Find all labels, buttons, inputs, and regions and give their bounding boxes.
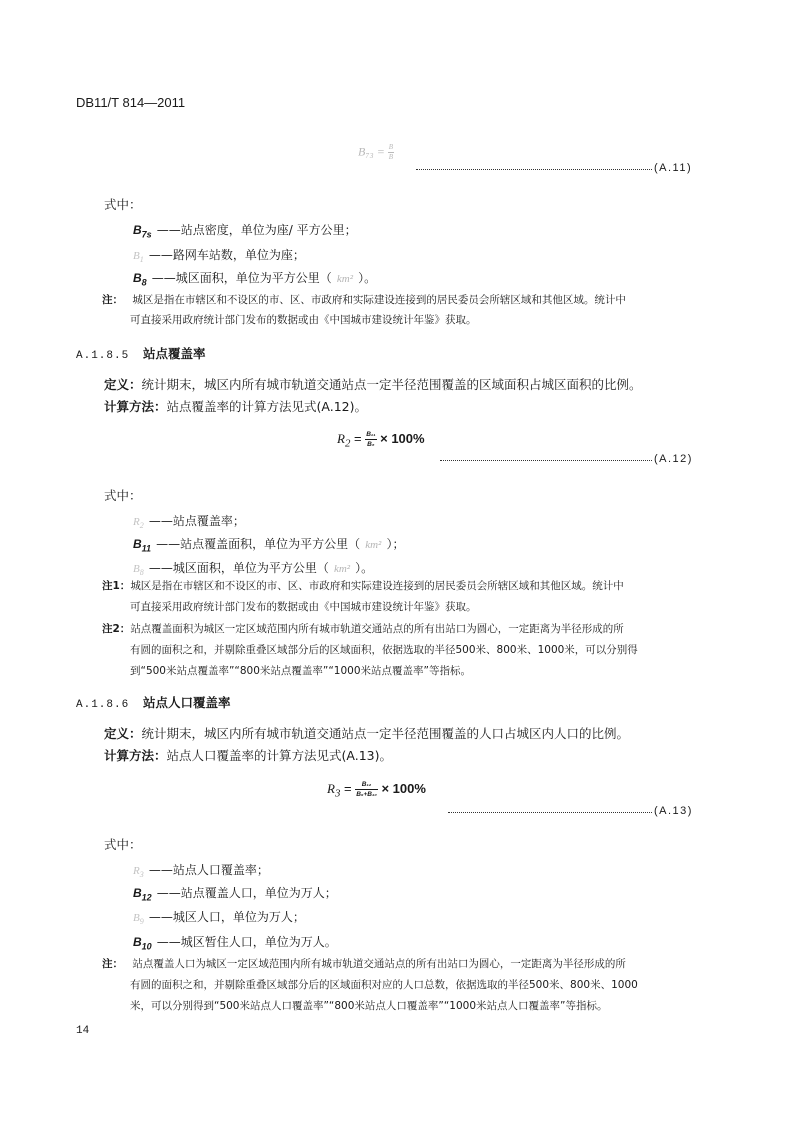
def-symbol: $R_2$ — [133, 516, 144, 531]
definition-text: 统计期末，城区内所有城市轨道交通站点一定半径范围覆盖的区域面积占城区面积的比例。 — [141, 377, 642, 392]
definition-text: 统计期末，城区内所有城市轨道交通站点一定半径范围覆盖的人口占城区内人口的比例。 — [141, 726, 630, 741]
note-label: 注： — [102, 294, 123, 306]
formula-a13-fraction — [355, 780, 378, 799]
def-text: ——城区面积，单位为平方公里（ — [151, 271, 332, 285]
definition-label: 定义： — [104, 377, 142, 392]
section-heading-185 — [76, 344, 206, 362]
formula-a11-eq: = — [376, 144, 385, 159]
document-header: DB11/T 814—2011 — [76, 95, 186, 110]
note-line: 城区是指在市辖区和不设区的市、区、市政府和实际建设连接到的居民委员会所辖区域和其他区域。统计中 — [130, 580, 624, 592]
def-row-b8-2 — [133, 557, 373, 577]
note-line: 站点覆盖面积为城区一定区域范围内所有城市轨道交通站点的所有出站口为圆心，一定距离为半径形成的所 — [130, 623, 624, 635]
formula-a12-leader — [440, 460, 652, 461]
section-title: 站点人口覆盖率 — [143, 695, 231, 710]
formula-a11-lhs: B₇₃ — [358, 144, 374, 159]
def-row-b8 — [133, 267, 376, 287]
method-text: 站点人口覆盖率的计算方法见式(A.13)。 — [166, 748, 392, 763]
formula-a11-leader — [416, 169, 652, 170]
def-text: ——站点覆盖面积，单位为平方公里（ — [156, 537, 361, 551]
def-text: ——站点覆盖率； — [148, 514, 245, 528]
def-text: ——路网车站数，单位为座； — [148, 248, 305, 262]
def-symbol: $B_{12}$ — [133, 886, 152, 903]
def-tail: ）。 — [358, 271, 377, 285]
formula-a12-fraction — [365, 430, 376, 449]
where-label-a12: 式中： — [104, 488, 142, 503]
note-a11-line2: 可直接采用政府统计部门发布的数据或由《中国城市建设统计年鉴》获取。 — [130, 314, 477, 326]
formula-a13-times: × 100% — [381, 780, 426, 796]
note2-185-line2: 有圆的面积之和，并剔除重叠区域部分后的区域面积，依据选取的半径500米、800米、1000米，可以分别得 — [130, 644, 638, 656]
def-row-b10 — [133, 931, 337, 951]
method-label: 计算方法： — [104, 748, 167, 763]
def-symbol: $B_8$ — [133, 271, 147, 288]
definition-185 — [104, 375, 642, 393]
formula-a11-number: (A.11) — [654, 162, 693, 174]
section-number: A.1.8.6 — [76, 699, 130, 711]
def-symbol: $R_3$ — [133, 865, 144, 880]
note-line: 城区是指在市辖区和不设区的市、区、市政府和实际建设连接到的居民委员会所辖区域和其他区域。统计中 — [132, 294, 626, 306]
formula-a11 — [358, 143, 394, 162]
def-text: ——站点人口覆盖率； — [148, 863, 269, 877]
section-title: 站点覆盖率 — [143, 346, 206, 361]
method-label: 计算方法： — [104, 399, 167, 414]
def-row-b11 — [133, 533, 404, 553]
note1-185-line2: 可直接采用政府统计部门发布的数据或由《中国城市建设统计年鉴》获取。 — [130, 601, 477, 613]
formula-a12-number: (A.12) — [654, 453, 693, 465]
def-row-r3 — [133, 859, 269, 879]
where-label-a11: 式中： — [104, 197, 142, 212]
note-a11 — [102, 290, 626, 310]
note2-185-line3: 到“500米站点覆盖率”“800米站点覆盖率”“1000米站点覆盖率”等指标。 — [130, 665, 471, 677]
note-186 — [102, 954, 626, 974]
definition-186 — [104, 724, 629, 742]
formula-a13-num: B₁₂ — [355, 780, 378, 790]
note-label: 注2： — [102, 623, 131, 635]
section-heading-186 — [76, 693, 231, 711]
note-186-line3: 米，可以分别得到“500米站点人口覆盖率”“800米站点人口覆盖率”“1000米站点人口覆盖率”等指标。 — [130, 1000, 608, 1012]
def-text: ——城区面积，单位为平方公里（ — [148, 561, 329, 575]
formula-a11-den: B — [388, 153, 394, 161]
note1-185 — [102, 576, 624, 596]
method-186 — [104, 746, 392, 764]
def-symbol: $B_8$ — [133, 563, 144, 578]
unit-km2: km² — [336, 273, 354, 285]
def-tail: ）； — [386, 537, 405, 551]
formula-a12: $R_2$ = $\frac{\text{B₁₁}}{\text{B₈}}$ × 100% — [337, 430, 425, 450]
formula-a11-num: B — [388, 143, 394, 151]
note-label: 注： — [102, 958, 123, 970]
note-186-line2: 有圆的面积之和，并剔除重叠区域部分后的区域面积对应的人口总数，依据选取的半径500米、800米、1000 — [130, 979, 638, 991]
def-row-r2 — [133, 510, 245, 530]
def-row-b9 — [133, 906, 305, 926]
formula-a13: $R_3$ = $\frac{\text{B₁₂}}{\text{B₉+B₁₀}}$ × 100% — [327, 780, 426, 800]
def-tail: ）。 — [355, 561, 374, 575]
where-label-a13: 式中： — [104, 837, 142, 852]
note-label: 注1： — [102, 580, 131, 592]
def-symbol: $B_9$ — [133, 912, 144, 927]
unit-km2: km² — [365, 539, 382, 551]
formula-a12-lhs: $R_2$ — [337, 430, 351, 450]
def-row-b7s — [133, 219, 357, 239]
formula-a12-times: × 100% — [380, 430, 425, 446]
note-line: 站点覆盖人口为城区一定区域范围内所有城市轨道交通站点的所有出站口为圆心，一定距离为半径形成的所 — [132, 958, 626, 970]
def-symbol: $B_{11}$ — [133, 537, 152, 554]
method-text: 站点覆盖率的计算方法见式(A.12)。 — [166, 399, 367, 414]
formula-a12-num: B₁₁ — [366, 431, 376, 438]
formula-a13-number: (A.13) — [654, 805, 693, 817]
page-number: 14 — [76, 1025, 90, 1037]
definition-label: 定义： — [104, 726, 142, 741]
def-row-b12 — [133, 882, 337, 902]
def-text: ——城区人口，单位为万人； — [148, 910, 305, 924]
def-text: ——站点密度，单位为座/ 平方公里； — [156, 223, 357, 237]
def-text: ——城区暂住人口，单位为万人。 — [156, 935, 337, 949]
def-row-b1 — [133, 244, 305, 264]
formula-a13-leader — [448, 812, 652, 813]
formula-a13-den: B₉+B₁₀ — [356, 791, 377, 798]
def-symbol: $B_{10}$ — [133, 935, 152, 952]
formula-a12-den: B₈ — [367, 441, 375, 448]
section-number: A.1.8.5 — [76, 350, 130, 362]
unit-km2: km² — [333, 563, 351, 575]
def-text: ——站点覆盖人口，单位为万人； — [156, 886, 337, 900]
def-symbol: $B_{7s}$ — [133, 223, 152, 240]
formula-a11-fraction — [388, 143, 394, 162]
note2-185 — [102, 619, 624, 639]
def-symbol: $B_1$ — [133, 250, 144, 265]
formula-a13-lhs: $R_3$ — [327, 780, 341, 800]
method-185 — [104, 397, 367, 415]
